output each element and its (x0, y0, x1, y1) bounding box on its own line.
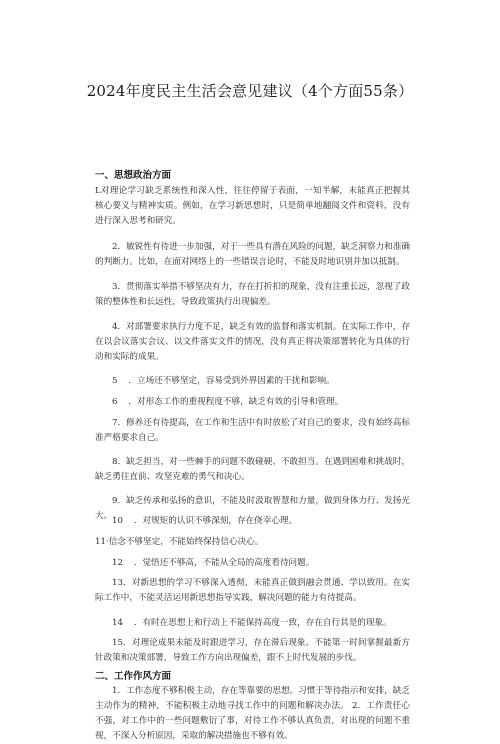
section-heading-work-style: 二、工作作风方面 (95, 671, 172, 682)
paragraph-item: 3．贯彻落实举措不够坚决有力，存在打折扣的现象，没有注重长远，忽视了政策的整体性和长远性，导致政策执行出现偏差。 (95, 282, 410, 307)
paragraph-item: 1．工作态度不够积极主动，存在等靠要的思想。习惯于等待指示和安排，缺乏主动作为的精神，不能积极主动地寻找工作中的问题和解决办法。 2．工作责任心不强，对工作中的一些问题敷衍了事，对待工作不够认真负责，对出现的问题不重视，不深入分析原因，采取的解决措施也不够有效。 (95, 686, 410, 741)
paragraph-item: 2．敏锐性有待进一步加强，对于一些具有潜在风险的问题，缺乏洞察力和准确的判断力。比如，在面对网络上的一些错误言论时，不能及时地识别并加以抵制。 (95, 242, 410, 267)
paragraph-item: 14 ．有时在思想上和行动上不能保持高度一致，存在自行其是的现象。 (112, 618, 392, 628)
paragraph-item: 7．修养还有待提高，在工作和生活中有时放松了对自己的要求，没有始终高标准严格要求自己。 (95, 418, 410, 443)
section-heading-political: 一、思想政治方面 (95, 170, 172, 181)
paragraph-item: 6 ．对形态工作的重视程度不够，缺乏有效的引导和管理。 (112, 397, 344, 407)
paragraph-item: 13．对新思想的学习不够深入透彻，未能真正做到融会贯通、学以致用。在实际工作中，不能灵活运用新思想指导实践，解决问题的能力有待提高。 (95, 578, 410, 603)
paragraph-item: 9．缺乏传承和弘扬的意识，不能及时汲取智慧和力量，做到身体力行、发扬光大。 (95, 496, 410, 521)
paragraph-item: 5 ．立场还不够坚定，容易受到外界因素的干扰和影响。 (112, 376, 335, 386)
paragraph-item: 10 ．对规矩的认识不够深刻，存在侥幸心理。 (112, 516, 298, 526)
paragraph-item: 11·信念不够坚定，不能始终保持信心决心。 (95, 537, 264, 547)
paragraph-item: L对理论学习缺乏系统性和深入性，往往停留于表面，一知半解，未能真正把握其核心要义与精神实质。例如，在学习新思想时，只是简单地翻阅文件和资料，没有进行深入思考和研究。 (95, 186, 410, 226)
document-title: 2024年度民主生活会意见建议（4个方面55条） (86, 82, 414, 100)
paragraph-item: 4．对部署要求执行力度不足，缺乏有效的监督和落实机制。在实际工作中，存在以会议落实会议、以文件落实文件的情况，没有真正将决策部署转化为具体的行动和实际的成果。 (95, 322, 410, 362)
paragraph-item: 15．对理论成果未能及时跟进学习，存在滞后现象。不能第一时间掌握最新方针政策和决策部署，导致工作方向出现偏差，跟不上时代发展的步伐。 (95, 638, 410, 663)
paragraph-item: 12 ．觉悟还不够高，不能从全局的高度看待问题。 (112, 558, 315, 568)
paragraph-item: 8．缺乏担当，对一些棘手的问题不敢碰硬、不敢担当。在遇到困难和挑战时，缺乏勇往直前、攻坚克难的勇气和决心。 (95, 457, 410, 482)
